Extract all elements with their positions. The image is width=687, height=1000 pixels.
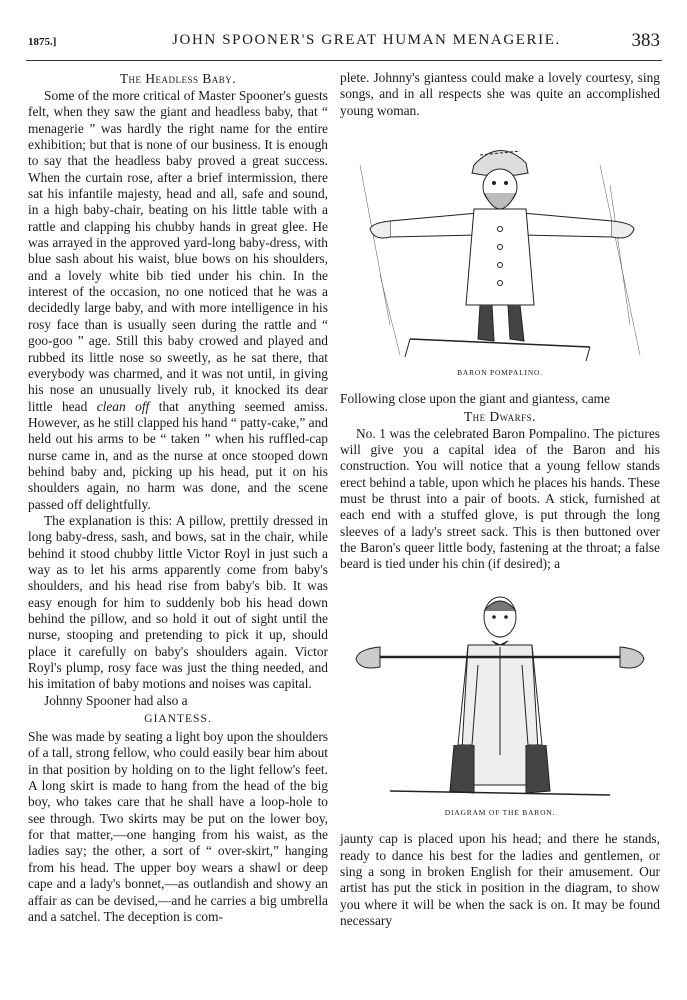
page-number: 383 [631,30,660,51]
section-heading-dwarfs: The Dwarfs. [463,408,537,424]
figure-caption: DIAGRAM OF THE BARON. [444,807,556,817]
right-column [340,70,660,929]
left-column [28,70,328,925]
figure-caption: BARON POMPALINO. [457,368,543,378]
figure-diagram-of-baron [340,585,660,821]
paragraph: She was made by seating a light boy upon the shoulders of a tall, strong fellow, who could easily bear him about in that position by holding on to the light fellow's feet. A long skirt is made to hang from the head of the big boy, who takes care that he shall have a loop-hole to see through. Two skirts may be put on the lower boy, for that matter,—one hanging from his waist, as the ladies say; the other, a sort of “ over-skirt,” hanging from his head. The upper boy wears a shawl or deep cape and a lady's bonnet,—as outlandish and showy an affair as can be devised,—and he carries a big umbrella and a satchel. The deception is com- [28,729,328,924]
paragraph: plete. Johnny's giantess could make a lovely courtesy, sing songs, and in all respects she was quite an accomplished young woman. [340,70,660,118]
paragraph: No. 1 was the celebrated Baron Pompalino. The pictures will give you a capital idea of the Baron and his construction. You will notice that a young fellow stands erect behind a table, upon which he places his hands. These must be thrust into a pair of boots. A stick, furnished at each end with a stuffed glove, is put through the long sleeves of a lady's street sack. This is then buttoned over the Baron's queer little body, fastening at the throat; a false beard is tied under his chin (if desired); a [340,425,660,572]
paragraph: Johnny Spooner had also a [44,692,188,708]
figure-baron-pompalino [340,125,660,381]
header-title: JOHN SPOONER'S GREAT HUMAN MENAGERIE. [172,32,561,48]
paragraph: The explanation is this: A pillow, prettily dressed in long baby-dress, sash, and bows, sat in the chair, while behind it stood chubby little Victor Royl in just such a way as to let his arms apparently come from baby's shoulders, and his head rise from baby's bib. It was easy enough for him to suddenly bob his head down behind the pillow, and so hold it out of sight until the nurse, stooping and pretending to pick it up, should place it carefully on baby's shoulders again. Victor Royl's plump, rosy face was just the thing needed, and his imitation of baby motions and noises was capital. [28,512,328,692]
italic-phrase: clean off [96,398,150,414]
baron-pompalino-illustration [350,125,650,363]
header-date: 1875.] [28,36,57,48]
section-heading-headless-baby: The Headless Baby. [119,71,237,86]
section-heading-giantess: GIANTESS. [144,713,212,726]
paragraph: jaunty cap is placed upon his head; and there he stands, ready to dance his best for the ladies and gentlemen, or sing a song in broken English for their amusement. Our artist has put the stick in position in the diagram, to show you where it will be when the sack is on. It may be found necessary [340,831,660,928]
header-rule [26,60,662,61]
paragraph: Some of the more critical of Master Spooner's guests felt, when they saw the giant and headless baby, that “ menagerie ” was hardly the right name for the entire exhibition; but that is none of our business. It is enough to say that the headless baby proved a great success. When the curtain rose, after a brief intermission, there sat his infantile majesty, head and all, safe and sound, in a high baby-chair, beating on his little table with a rattle and clapping his chubby hands in great glee. He was arrayed in the approved yard-long baby-dress, with blue sash about his waist, blue bows on his shoulders, and a lovely white bib tied under his chin. In the interest of the occasion, no one noticed that he was a decidedly large baby, and with more intelligence in his rosy face than is usually seen during the rattle and “ goo-goo ” age. Still this baby crowed and played and rubbed its little nose so sweetly, as he sat there, that everybody was charmed, and it was not until, in giving his nose an unusually lively rub, it knocked its dear little head clean off that anything seemed amiss. However, as he still clapped his hand “ patty-cake,” and held out his arms to be “ taken ” when his ruffled-cap nurse came in, and as the nurse at once stooped down behind baby and, picking up his head, put it on his shoulders again, no harm was done, and the scene passed off delightfully. [28,88,328,512]
paragraph: Following close upon the giant and giantess, came [340,391,610,407]
running-header [28,30,660,54]
diagram-of-baron-illustration [350,585,650,803]
